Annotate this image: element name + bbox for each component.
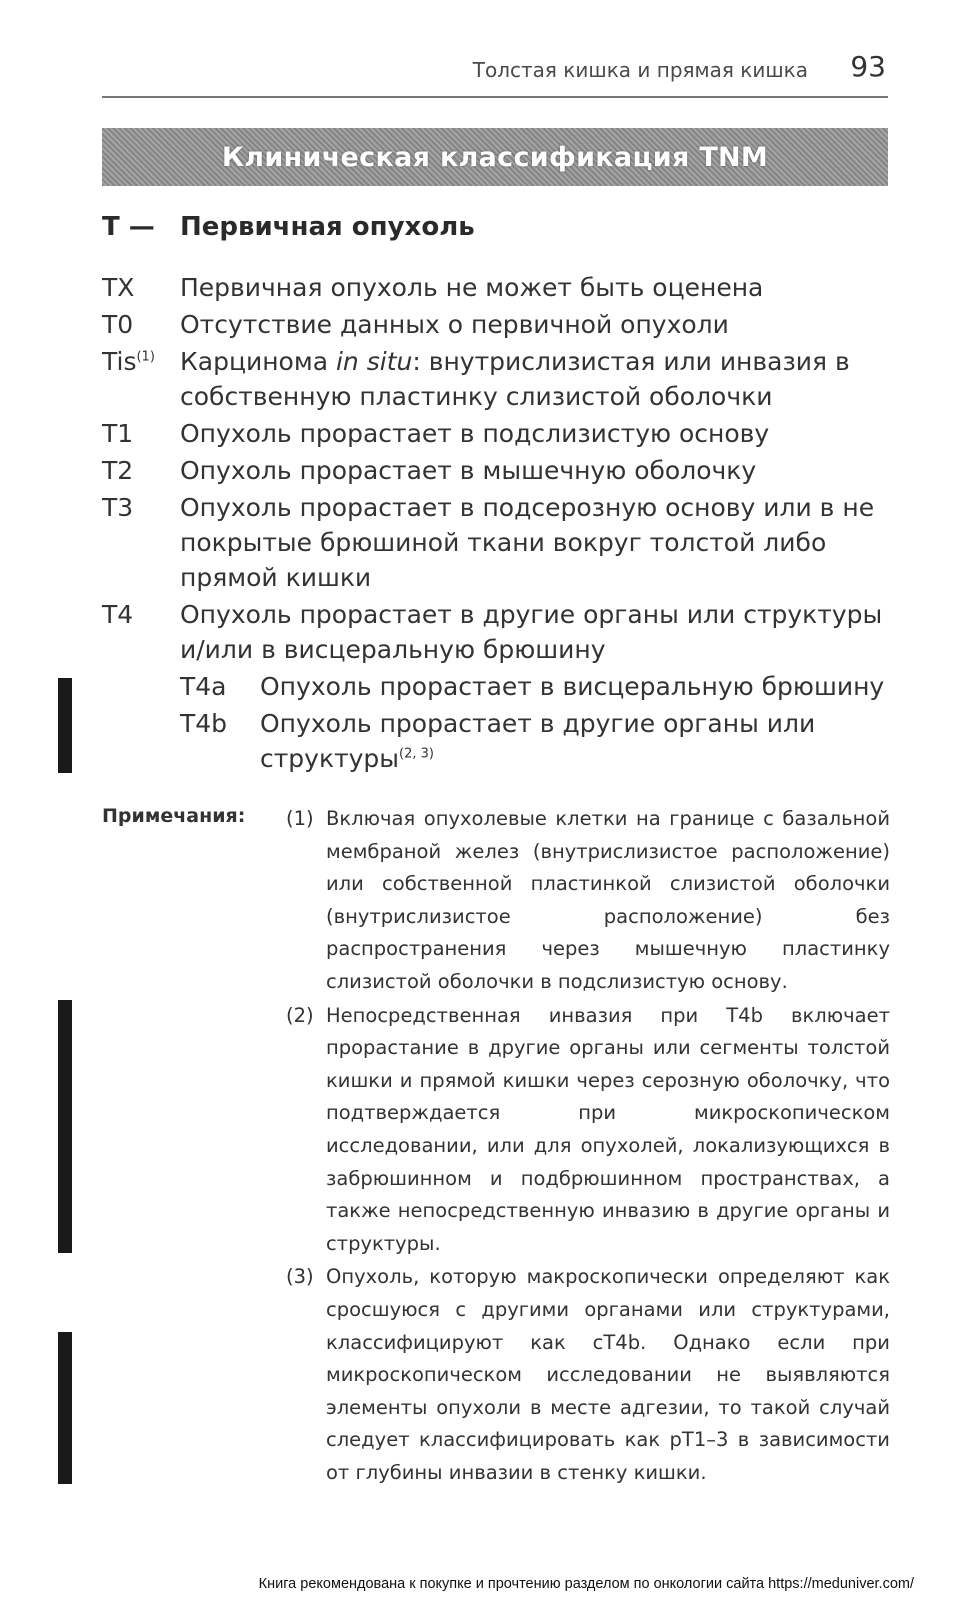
note-text: Включая опухолевые клетки на границе с базальной мембраной желез (внутрислизистое расположение) или собственной пластинкой слизистой оболочки (внутрислизистое расположение) без распространения через мышечную пластинку слизистой оболочки в подслизистую основу.	[326, 807, 890, 993]
section-banner	[102, 128, 888, 186]
t-category-heading	[102, 212, 475, 242]
t-heading-code: T —	[102, 212, 155, 242]
note-number: (1)	[286, 807, 314, 830]
entry-text: Отсутствие данных о первичной опухоли	[180, 310, 729, 339]
t-classification-list	[102, 270, 902, 778]
change-marker-bar	[58, 1000, 72, 1253]
entry-text	[180, 344, 902, 414]
entry-code: T4a	[180, 672, 227, 701]
entry-code: T3	[102, 493, 134, 522]
entry-code-text: Tis	[102, 347, 137, 376]
entry-text-body: Опухоль прорастает в другие органы или структуры	[260, 709, 816, 773]
entry-text	[260, 706, 902, 776]
note-item	[286, 803, 890, 999]
entry-t4a	[102, 669, 902, 704]
change-marker-bar	[58, 1332, 72, 1484]
entry-t4	[102, 597, 902, 667]
section-title: Клиническая классификация TNM	[221, 141, 769, 173]
header-divider	[102, 96, 888, 98]
note-number: (3)	[286, 1265, 314, 1289]
note-item	[286, 1000, 890, 1261]
running-title: Толстая кишка и прямая кишка	[472, 58, 808, 82]
entry-code: T4b	[180, 709, 228, 738]
entry-code: T2	[102, 456, 134, 485]
entry-t0	[102, 307, 902, 342]
footnote-ref: (2, 3)	[399, 746, 434, 762]
change-marker-bar	[58, 678, 72, 773]
entry-t2	[102, 453, 902, 488]
entry-text: Опухоль прорастает в другие органы или структуры и/или в висцеральную брюшину	[180, 600, 883, 664]
entry-text-italic: in situ	[335, 347, 413, 376]
footer-credit: Книга рекомендована к покупке и прочтению разделом по онкологии сайта https://meduniver.com/	[258, 1576, 914, 1592]
entry-text-end: : внутрислизистая или инвазия в собственную пластинку слизистой оболочки	[180, 347, 850, 411]
entry-text: Опухоль прорастает в подсерозную основу или в не покрытые брюшиной ткани вокруг толстой либо прямой кишки	[180, 493, 875, 592]
entry-t3	[102, 490, 902, 595]
note-number: (2)	[286, 1003, 314, 1027]
note-text: Непосредственная инвазия при T4b включает прорастание в другие органы или сегменты толстой кишки и прямой кишки через серозную оболочку, что подтверждается при микроскопическом исследовании, или для опухолей, локализующихся в забрюшинном и подбрюшинном пространствах, а также непосредственную инвазию в другие органы и структуры.	[326, 1003, 890, 1255]
notes-label: Примечания:	[102, 805, 246, 827]
entry-text: Опухоль прорастает в подслизистую основу	[180, 419, 770, 448]
note-item	[286, 1261, 890, 1489]
footnote-ref: (1)	[136, 349, 155, 365]
entry-text: Опухоль прорастает в мышечную оболочку	[180, 456, 757, 485]
entry-text-start: Карцинома	[180, 347, 336, 376]
note-text: Опухоль, которую макроскопически определяют как сросшуюся с другими органами или структурами, классифицируют как cT4b. Однако если при микроскопическом исследовании не выявляются элементы опухоли в месте адгезии, то такой случай следует классифицировать как pT1–3 в зависимости от глубины инвазии в стенку кишки.	[326, 1265, 890, 1484]
notes-list	[286, 803, 890, 1490]
page-number: 93	[850, 50, 886, 83]
entry-t1	[102, 416, 902, 451]
entry-text: Опухоль прорастает в висцеральную брюшину	[260, 672, 885, 701]
entry-t4b	[102, 706, 902, 776]
entry-code: T4	[102, 600, 134, 629]
entry-tis	[102, 344, 902, 414]
entry-code: T0	[102, 310, 134, 339]
entry-code: T1	[102, 419, 134, 448]
entry-code	[102, 344, 180, 414]
entry-code: TX	[102, 273, 135, 302]
t-heading-title: Первичная опухоль	[180, 212, 475, 242]
entry-text: Первичная опухоль не может быть оценена	[180, 273, 764, 302]
entry-tx	[102, 270, 902, 305]
